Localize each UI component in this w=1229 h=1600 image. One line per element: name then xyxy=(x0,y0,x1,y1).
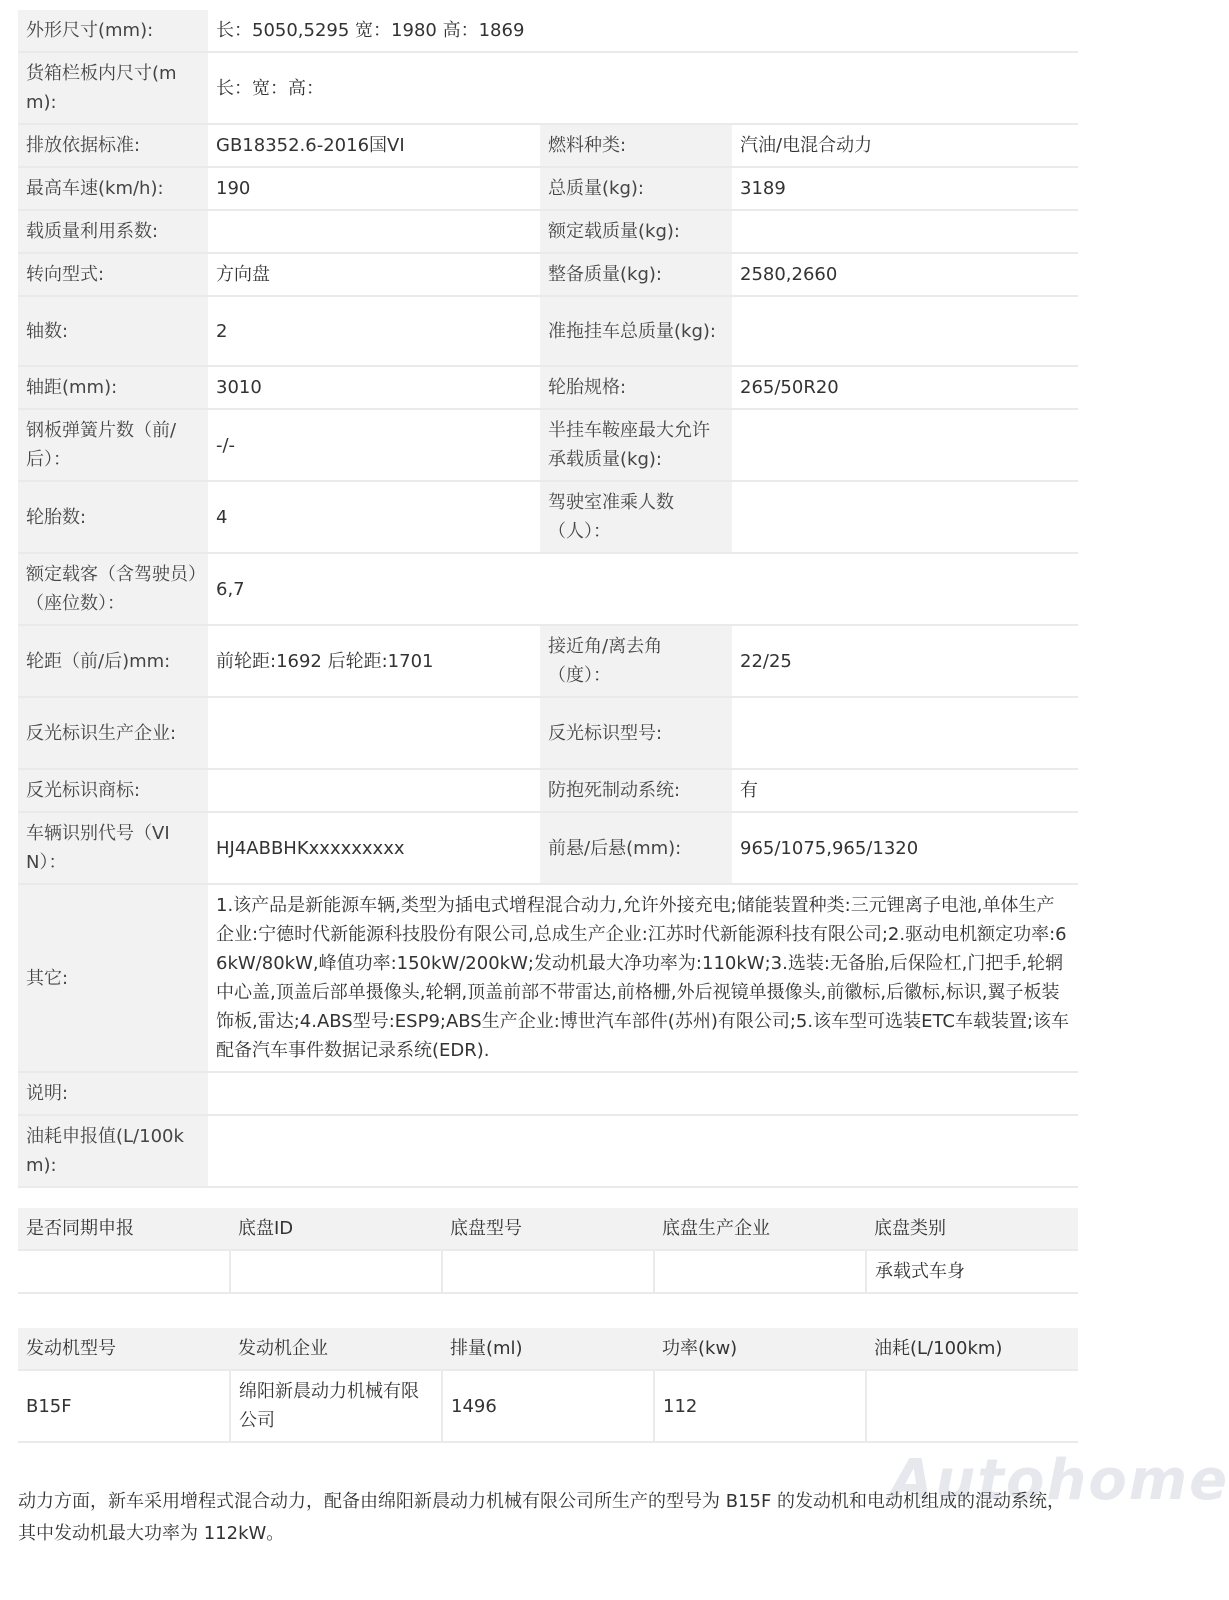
spec-row xyxy=(18,124,1078,167)
chassis-header: 底盘ID xyxy=(230,1208,442,1250)
spec-value: 汽油/电混合动力 xyxy=(732,124,1078,167)
engine-header-row xyxy=(18,1328,1078,1370)
engine-header: 发动机型号 xyxy=(18,1328,230,1370)
spec-value: 长：宽：高： xyxy=(208,52,1078,124)
chassis-header: 底盘类别 xyxy=(866,1208,1078,1250)
spec-label: 总质量(kg): xyxy=(540,167,732,210)
spec-value: 3010 xyxy=(208,366,540,409)
spec-value xyxy=(208,1072,1078,1115)
chassis-cell xyxy=(18,1250,230,1293)
spec-value xyxy=(208,769,540,812)
spec-label: 防抱死制动系统: xyxy=(540,769,732,812)
engine-header: 功率(kw) xyxy=(654,1328,866,1370)
spec-label: 排放依据标准: xyxy=(18,124,208,167)
spec-row-other xyxy=(18,884,1078,1072)
spec-value: 2 xyxy=(208,296,540,366)
spec-label: 反光标识生产企业: xyxy=(18,697,208,769)
spec-label: 转向型式: xyxy=(18,253,208,296)
spec-label: 额定载客（含驾驶员）（座位数）： xyxy=(18,553,208,625)
spec-label: 半挂车鞍座最大允许承载质量(kg): xyxy=(540,409,732,481)
spec-row xyxy=(18,296,1078,366)
spec-value: 前轮距:1692 后轮距:1701 xyxy=(208,625,540,697)
spec-row xyxy=(18,366,1078,409)
engine-header: 排量(ml) xyxy=(442,1328,654,1370)
spec-value: 长：5050,5295 宽：1980 高：1869 xyxy=(208,10,1078,52)
spec-label: 其它: xyxy=(18,884,208,1072)
spec-label: 油耗申报值(L/100km): xyxy=(18,1115,208,1187)
spec-value: -/- xyxy=(208,409,540,481)
spec-row-remark xyxy=(18,1072,1078,1115)
chassis-cell xyxy=(442,1250,654,1293)
spec-label: 驾驶室准乘人数（人）： xyxy=(540,481,732,553)
spec-value: 265/50R20 xyxy=(732,366,1078,409)
spec-row xyxy=(18,409,1078,481)
spec-value: 190 xyxy=(208,167,540,210)
spec-label: 钢板弹簧片数（前/后）： xyxy=(18,409,208,481)
spec-label: 轮距（前/后)mm: xyxy=(18,625,208,697)
spec-value: 22/25 xyxy=(732,625,1078,697)
spec-label: 整备质量(kg): xyxy=(540,253,732,296)
spec-row xyxy=(18,253,1078,296)
spec-row-cargo-box xyxy=(18,52,1078,124)
spec-row-seats xyxy=(18,553,1078,625)
engine-cell: 1496 xyxy=(442,1370,654,1442)
engine-header: 发动机企业 xyxy=(230,1328,442,1370)
spec-label: 车辆识别代号（VIN）： xyxy=(18,812,208,884)
spec-value xyxy=(208,697,540,769)
chassis-header: 底盘型号 xyxy=(442,1208,654,1250)
engine-cell: 绵阳新晨动力机械有限公司 xyxy=(230,1370,442,1442)
engine-row xyxy=(18,1370,1078,1442)
spec-label: 载质量利用系数: xyxy=(18,210,208,253)
spec-value: 有 xyxy=(732,769,1078,812)
engine-cell: 112 xyxy=(654,1370,866,1442)
spec-label: 轮胎数: xyxy=(18,481,208,553)
spec-label: 轴数: xyxy=(18,296,208,366)
spec-value: HJ4ABBHKxxxxxxxxx xyxy=(208,812,540,884)
spec-note: 1.该产品是新能源车辆,类型为插电式增程混合动力,允许外接充电;储能装置种类:三元锂离子电池,单体生产企业:宁德时代新能源科技股份有限公司,总成生产企业:江苏时代新能源科技有限公司;2.驱动电机额定功率:66kW/80kW,峰值功率:150kW/200kW;发动机最大净功率为:110kW;3.选装:无备胎,后保险杠,门把手,轮辋中心盖,顶盖后部单摄像头,轮辋,顶盖前部不带雷达,前格栅,外后视镜单摄像头,前徽标,后徽标,标识,翼子板装饰板,雷达;4.ABS型号:ESP9;ABS生产企业:博世汽车部件(苏州)有限公司;5.该车型可选装ETC车载装置;该车配备汽车事件数据记录系统(EDR). xyxy=(208,884,1078,1072)
chassis-cell xyxy=(230,1250,442,1293)
spec-row xyxy=(18,697,1078,769)
spec-row xyxy=(18,167,1078,210)
spec-label: 前悬/后悬(mm): xyxy=(540,812,732,884)
watermark: Autohome xyxy=(890,1448,1229,1513)
spec-value: 6,7 xyxy=(208,553,1078,625)
chassis-header: 是否同期申报 xyxy=(18,1208,230,1250)
spec-value xyxy=(732,481,1078,553)
spec-value xyxy=(732,409,1078,481)
spec-label: 额定载质量(kg): xyxy=(540,210,732,253)
spec-row xyxy=(18,210,1078,253)
engine-header: 油耗(L/100km) xyxy=(866,1328,1078,1370)
spec-label: 反光标识型号: xyxy=(540,697,732,769)
spec-value: 4 xyxy=(208,481,540,553)
chassis-cell xyxy=(654,1250,866,1293)
chassis-row xyxy=(18,1250,1078,1293)
spec-value: GB18352.6-2016国VI xyxy=(208,124,540,167)
spec-label: 反光标识商标: xyxy=(18,769,208,812)
spec-label: 燃料种类: xyxy=(540,124,732,167)
spec-value xyxy=(208,1115,1078,1187)
spec-label: 轴距(mm): xyxy=(18,366,208,409)
spec-label: 货箱栏板内尺寸(mm): xyxy=(18,52,208,124)
chassis-table xyxy=(18,1208,1078,1294)
spec-value: 方向盘 xyxy=(208,253,540,296)
article-caption: 动力方面，新车采用增程式混合动力，配备由绵阳新晨动力机械有限公司所生产的型号为 B15F 的发动机和电动机组成的混动系统，其中发动机最大功率为 112kW。 xyxy=(18,1491,1066,1544)
spec-value xyxy=(732,697,1078,769)
spec-label: 最高车速(km/h): xyxy=(18,167,208,210)
spec-value xyxy=(732,296,1078,366)
engine-cell xyxy=(866,1370,1078,1442)
spec-row xyxy=(18,625,1078,697)
spec-row xyxy=(18,769,1078,812)
spec-label: 准拖挂车总质量(kg): xyxy=(540,296,732,366)
engine-cell: B15F xyxy=(18,1370,230,1442)
spec-value: 3189 xyxy=(732,167,1078,210)
spec-value: 2580,2660 xyxy=(732,253,1078,296)
spec-value xyxy=(208,210,540,253)
spec-label: 接近角/离去角（度）： xyxy=(540,625,732,697)
spec-row-fuel xyxy=(18,1115,1078,1187)
spec-row xyxy=(18,812,1078,884)
spec-label: 说明: xyxy=(18,1072,208,1115)
chassis-cell: 承载式车身 xyxy=(866,1250,1078,1293)
chassis-header-row xyxy=(18,1208,1078,1250)
spec-label: 外形尺寸(mm): xyxy=(18,10,208,52)
spec-row xyxy=(18,481,1078,553)
spec-label: 轮胎规格: xyxy=(540,366,732,409)
spec-row-dimensions xyxy=(18,10,1078,52)
spec-value: 965/1075,965/1320 xyxy=(732,812,1078,884)
spec-table xyxy=(18,10,1078,1188)
engine-table xyxy=(18,1328,1078,1443)
spec-value xyxy=(732,210,1078,253)
chassis-header: 底盘生产企业 xyxy=(654,1208,866,1250)
